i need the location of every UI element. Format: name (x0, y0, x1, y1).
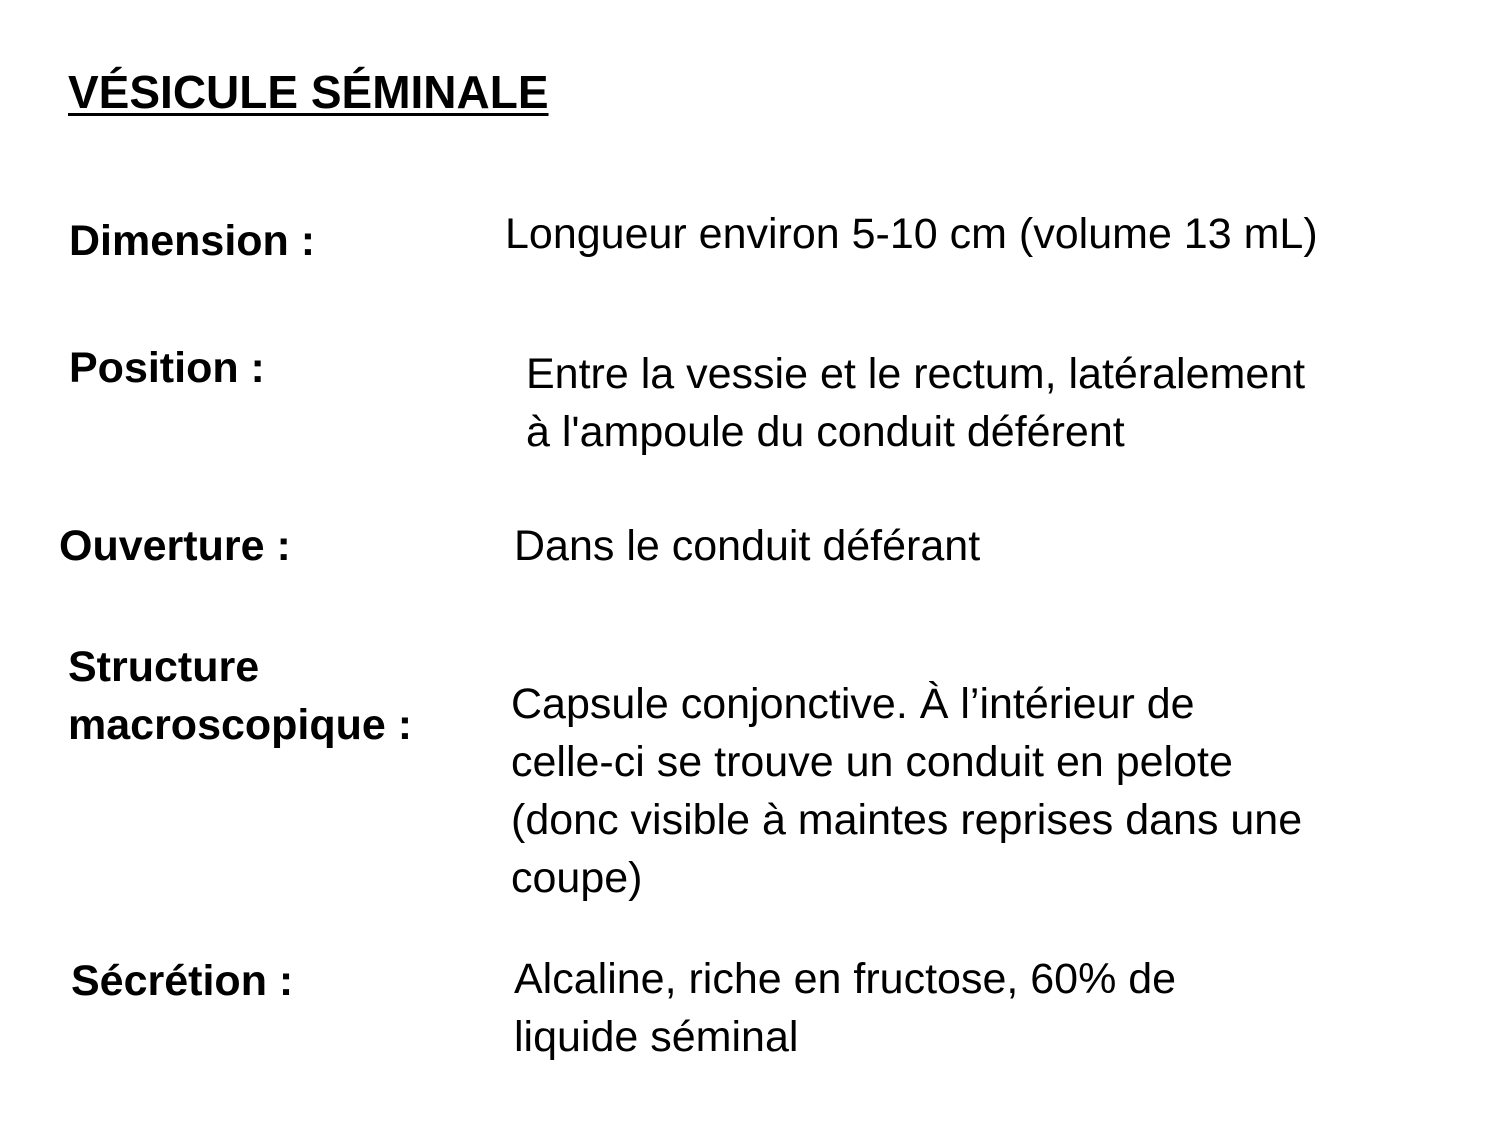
value-line: liquide séminal (514, 1013, 799, 1061)
value-line: à l'ampoule du conduit déférent (526, 408, 1125, 456)
row-label-position (69, 339, 265, 397)
value-line: Entre la vessie et le rectum, latéralement (526, 350, 1306, 398)
page-title: VÉSICULE SÉMINALE (68, 66, 549, 118)
label-line: Ouverture : (59, 522, 291, 570)
label-line: Position : (69, 344, 265, 392)
row-value-position (526, 345, 1305, 461)
row-value-dimension (505, 205, 1318, 263)
label-line: macroscopique : (68, 701, 413, 749)
label-line: Sécrétion : (71, 957, 294, 1005)
value-line: Alcaline, riche en fructose, 60% de (514, 955, 1177, 1003)
row-label-ouverture (59, 517, 291, 575)
value-line: (donc visible à maintes reprises dans une (511, 796, 1303, 844)
value-line: celle-ci se trouve un conduit en pelote (511, 738, 1233, 786)
row-label-structure (68, 638, 412, 754)
value-line: Capsule conjonctive. À l’intérieur de (511, 680, 1195, 728)
row-value-structure (511, 675, 1302, 907)
row-value-secretion (514, 950, 1176, 1066)
row-label-dimension (69, 212, 315, 270)
label-line: Structure (68, 643, 260, 691)
label-line: Dimension : (69, 217, 316, 265)
value-line: Dans le conduit déférant (514, 522, 981, 570)
value-line: coupe) (511, 854, 643, 902)
row-value-ouverture (514, 517, 980, 575)
value-line: Longueur environ 5-10 cm (volume 13 mL) (505, 210, 1318, 258)
row-label-secretion (71, 952, 293, 1010)
